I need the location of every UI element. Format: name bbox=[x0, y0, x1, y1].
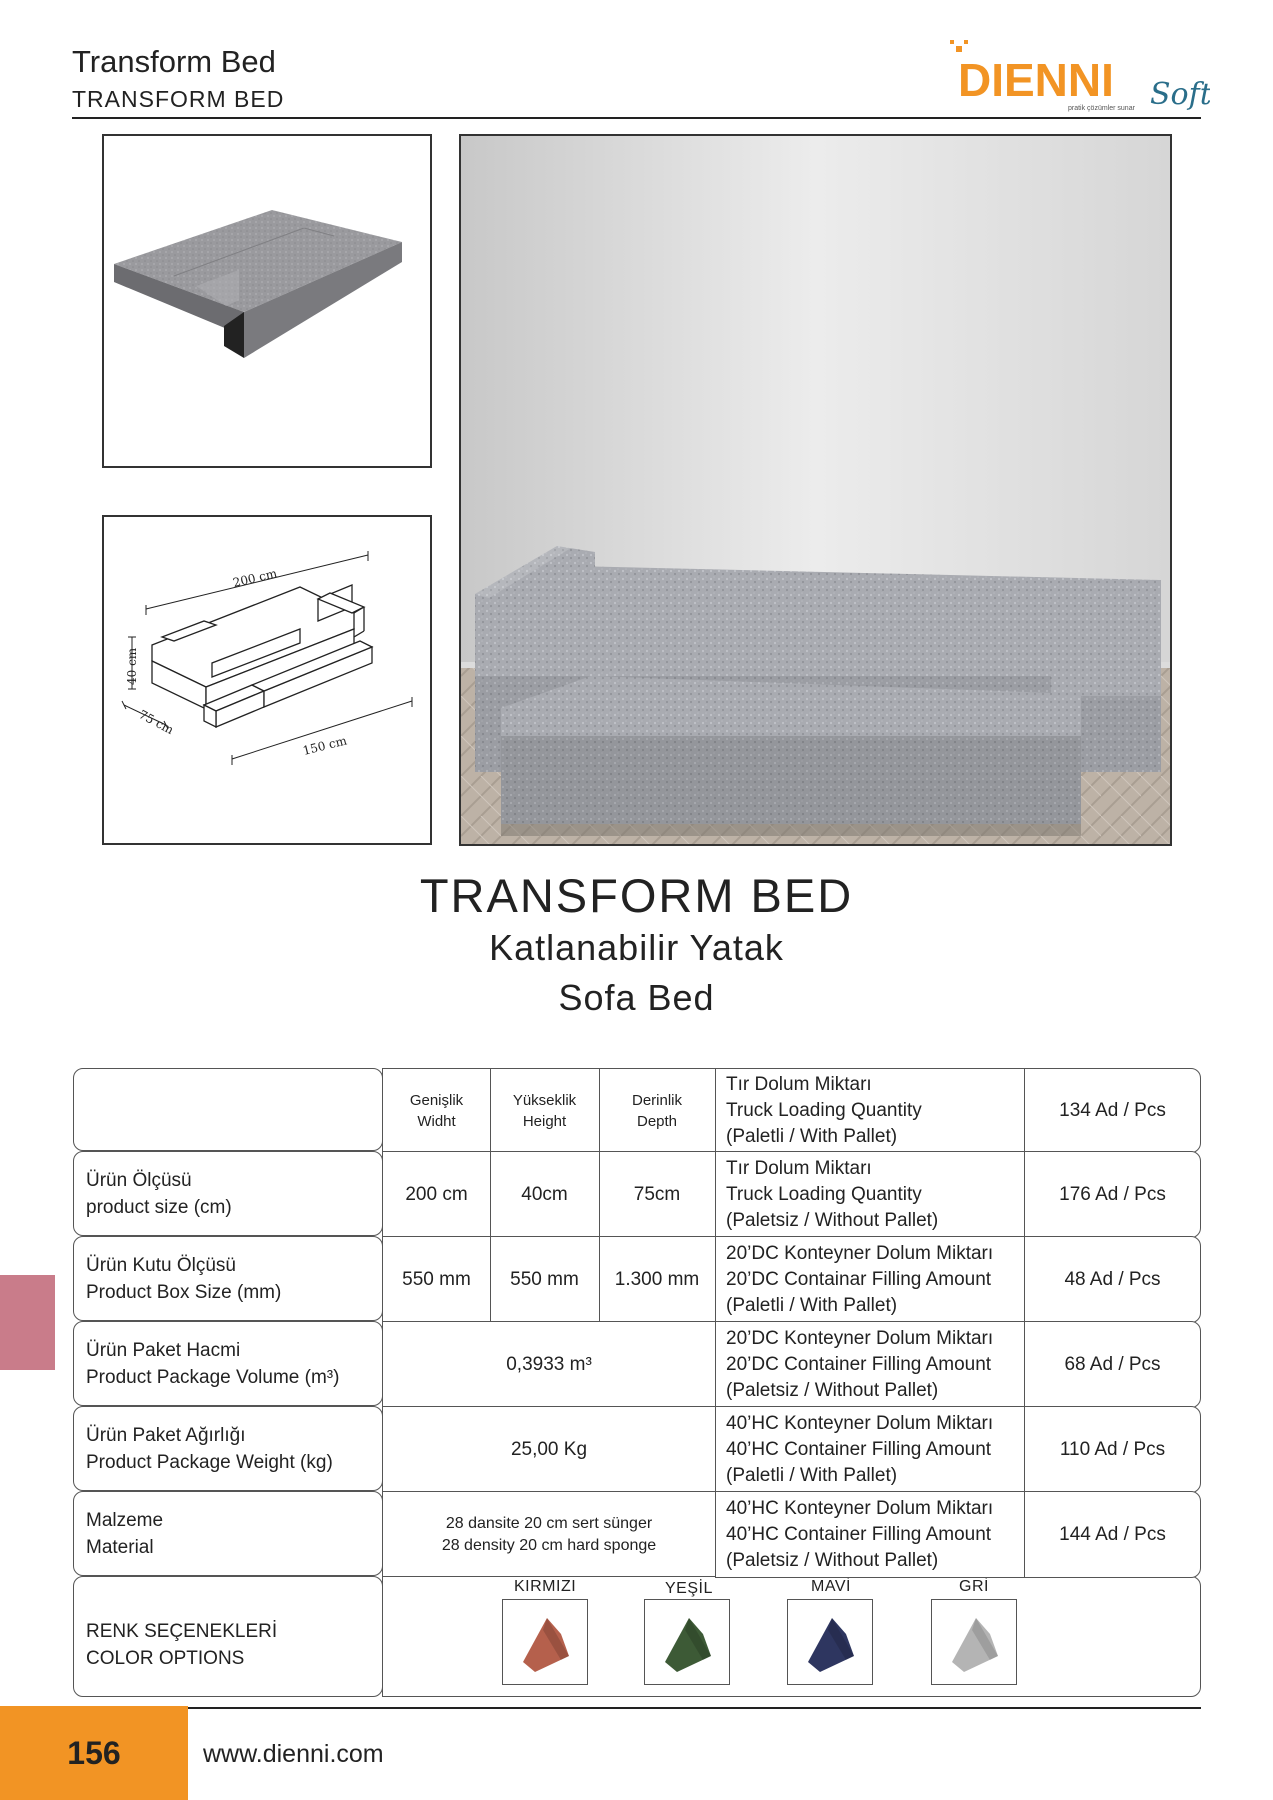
loading-label-line2: 20’DC Containar Filling Amount bbox=[726, 1268, 992, 1290]
dimension-header-cell bbox=[382, 1068, 716, 1153]
loading-label-line3: (Paletli / With Pallet) bbox=[726, 1464, 898, 1486]
color-swatch-green[interactable] bbox=[644, 1599, 730, 1685]
depth-header-tr: Derinlik bbox=[631, 1091, 682, 1109]
header-subtitle: TRANSFORM BED bbox=[72, 86, 285, 112]
loading-label-line2: 40’HC Container Filling Amount bbox=[726, 1523, 992, 1545]
depth-header-en: Depth bbox=[636, 1112, 678, 1130]
width-dimension-label: 200 cm bbox=[231, 566, 279, 590]
product-photo-frame bbox=[459, 134, 1172, 846]
swatch-label-blue: MAVİ bbox=[811, 1578, 851, 1595]
box-size-values-cell bbox=[382, 1236, 716, 1323]
product-width-value: 200 cm bbox=[405, 1183, 468, 1205]
loading-label-cell bbox=[715, 1068, 1025, 1153]
swatch-label-grey: GRİ bbox=[959, 1578, 989, 1595]
color-swatch-red[interactable] bbox=[502, 1599, 588, 1685]
brand-logo bbox=[950, 40, 1210, 120]
loading-value: 48 Ad / Pcs bbox=[1064, 1268, 1161, 1290]
color-swatch-grey[interactable] bbox=[931, 1599, 1017, 1685]
loading-label-cell bbox=[715, 1151, 1025, 1238]
product-photo bbox=[461, 136, 1170, 844]
loading-value: 68 Ad / Pcs bbox=[1064, 1353, 1161, 1375]
package-weight-label-cell bbox=[73, 1406, 383, 1491]
logo-graphic bbox=[950, 40, 1210, 120]
loading-label-line3: (Paletsiz / Without Pallet) bbox=[726, 1209, 939, 1231]
box-width-value: 550 mm bbox=[402, 1268, 471, 1290]
loading-label-line1: 40’HC Konteyner Dolum Miktarı bbox=[726, 1497, 994, 1519]
package-weight-label-tr: Ürün Paket Ağırlığı bbox=[86, 1424, 246, 1446]
height-header-en: Height bbox=[522, 1112, 567, 1130]
material-value-cell bbox=[382, 1491, 716, 1578]
logo-tagline: pratik çözümler sunar bbox=[1068, 105, 1135, 112]
depth-dimension-label: 75 cm bbox=[136, 707, 176, 738]
website-link[interactable]: www.dienni.com bbox=[203, 1740, 384, 1768]
color-options-label-tr: RENK SEÇENEKLERİ bbox=[86, 1620, 278, 1642]
box-height-value: 550 mm bbox=[510, 1268, 579, 1290]
loading-value-cell bbox=[1024, 1406, 1201, 1493]
color-options-cell bbox=[382, 1576, 1201, 1697]
logo-brand: DIENNI bbox=[958, 54, 1114, 106]
material-value-en: 28 density 20 cm hard sponge bbox=[441, 1536, 657, 1554]
product-depth-value: 75cm bbox=[633, 1183, 681, 1205]
loading-label-line3: (Paletsiz / Without Pallet) bbox=[726, 1379, 939, 1401]
loading-value-cell bbox=[1024, 1491, 1201, 1578]
loading-value: 110 Ad / Pcs bbox=[1059, 1438, 1166, 1460]
package-weight-label-en: Product Package Weight (kg) bbox=[86, 1451, 333, 1473]
loading-label-line2: 40’HC Container Filling Amount bbox=[726, 1438, 992, 1460]
loading-label-cell bbox=[715, 1236, 1025, 1323]
footer-divider bbox=[188, 1707, 1201, 1709]
loading-value-cell bbox=[1024, 1068, 1201, 1153]
package-volume-label-tr: Ürün Paket Hacmi bbox=[86, 1339, 241, 1361]
package-volume-value-cell bbox=[382, 1321, 716, 1408]
dimension-diagram-frame bbox=[102, 515, 432, 845]
width-header-en: Widht bbox=[417, 1112, 456, 1130]
swatch-label-red: KIRMIZI bbox=[514, 1578, 577, 1595]
table-corner-cell bbox=[73, 1068, 383, 1151]
material-label-en: Material bbox=[86, 1536, 154, 1558]
swatch-label-green: YEŞİL bbox=[665, 1580, 713, 1597]
product-size-label-tr: Ürün Ölçüsü bbox=[86, 1169, 192, 1191]
width-header-tr: Genişlik bbox=[409, 1091, 464, 1109]
loading-label-line1: Tır Dolum Miktarı bbox=[726, 1157, 872, 1179]
section-tab bbox=[0, 1275, 55, 1370]
loading-label-line3: (Paletli / With Pallet) bbox=[726, 1294, 898, 1316]
loading-value: 134 Ad / Pcs bbox=[1059, 1099, 1166, 1121]
loading-label-line1: 20’DC Konteyner Dolum Miktarı bbox=[726, 1242, 994, 1264]
page-number: 156 bbox=[67, 1734, 121, 1771]
product-size-values-cell bbox=[382, 1151, 716, 1238]
product-render-frame bbox=[102, 134, 432, 468]
color-options-label-en: COLOR OPTIONS bbox=[86, 1647, 245, 1669]
material-label-cell bbox=[73, 1491, 383, 1576]
box-size-label-en: Product Box Size (mm) bbox=[86, 1281, 282, 1303]
product-render bbox=[104, 136, 430, 466]
loading-label-cell bbox=[715, 1406, 1025, 1493]
package-volume-label-en: Product Package Volume (m³) bbox=[86, 1366, 340, 1388]
loading-label-line3: (Paletsiz / Without Pallet) bbox=[726, 1549, 939, 1571]
product-height-value: 40cm bbox=[521, 1183, 568, 1205]
loading-label-cell bbox=[715, 1491, 1025, 1578]
color-swatch-blue[interactable] bbox=[787, 1599, 873, 1685]
loading-label-line1: 40’HC Konteyner Dolum Miktarı bbox=[726, 1412, 994, 1434]
color-options-label-cell bbox=[73, 1576, 383, 1697]
box-depth-value: 1.300 mm bbox=[614, 1268, 700, 1290]
loading-label-line2: Truck Loading Quantity bbox=[726, 1183, 922, 1205]
product-name: TRANSFORM BED bbox=[419, 869, 854, 922]
loading-label-line1: 20’DC Konteyner Dolum Miktarı bbox=[726, 1327, 994, 1349]
loading-value: 144 Ad / Pcs bbox=[1059, 1523, 1166, 1545]
loading-label-line3: (Paletli / With Pallet) bbox=[726, 1125, 898, 1147]
material-label-tr: Malzeme bbox=[86, 1509, 164, 1531]
product-size-label-cell bbox=[73, 1151, 383, 1236]
loading-label-cell bbox=[715, 1321, 1025, 1408]
loading-label-line2: Truck Loading Quantity bbox=[726, 1099, 922, 1121]
loading-value: 176 Ad / Pcs bbox=[1059, 1183, 1166, 1205]
package-weight-value-cell bbox=[382, 1406, 716, 1493]
loading-value-cell bbox=[1024, 1151, 1201, 1238]
loading-label-line2: 20’DC Container Filling Amount bbox=[726, 1353, 992, 1375]
package-weight-value: 25,00 Kg bbox=[510, 1438, 588, 1460]
dimension-diagram bbox=[104, 517, 430, 843]
loading-label-line1: Tır Dolum Miktarı bbox=[726, 1073, 872, 1095]
box-size-label-cell bbox=[73, 1236, 383, 1321]
swatch-grey-sample bbox=[932, 1600, 1016, 1684]
product-size-label-en: product size (cm) bbox=[86, 1196, 232, 1218]
height-dimension-label: 40 cm bbox=[125, 647, 139, 685]
loading-value-cell bbox=[1024, 1236, 1201, 1323]
loading-value-cell bbox=[1024, 1321, 1201, 1408]
length-dimension-label: 150 cm bbox=[301, 733, 349, 758]
package-volume-label-cell bbox=[73, 1321, 383, 1406]
height-header-tr: Yükseklik bbox=[512, 1091, 577, 1109]
product-name-turkish: Katlanabilir Yatak bbox=[489, 927, 784, 968]
product-name-english: Sofa Bed bbox=[558, 977, 715, 1018]
header-title: Transform Bed bbox=[72, 44, 276, 79]
swatch-blue-sample bbox=[788, 1600, 872, 1684]
package-volume-value: 0,3933 m³ bbox=[506, 1353, 592, 1375]
logo-script: Soft bbox=[1150, 77, 1210, 112]
material-value-tr: 28 dansite 20 cm sert sünger bbox=[445, 1514, 653, 1532]
box-size-label-tr: Ürün Kutu Ölçüsü bbox=[86, 1254, 236, 1276]
swatch-red-sample bbox=[503, 1600, 587, 1684]
swatch-green-sample bbox=[645, 1600, 729, 1684]
